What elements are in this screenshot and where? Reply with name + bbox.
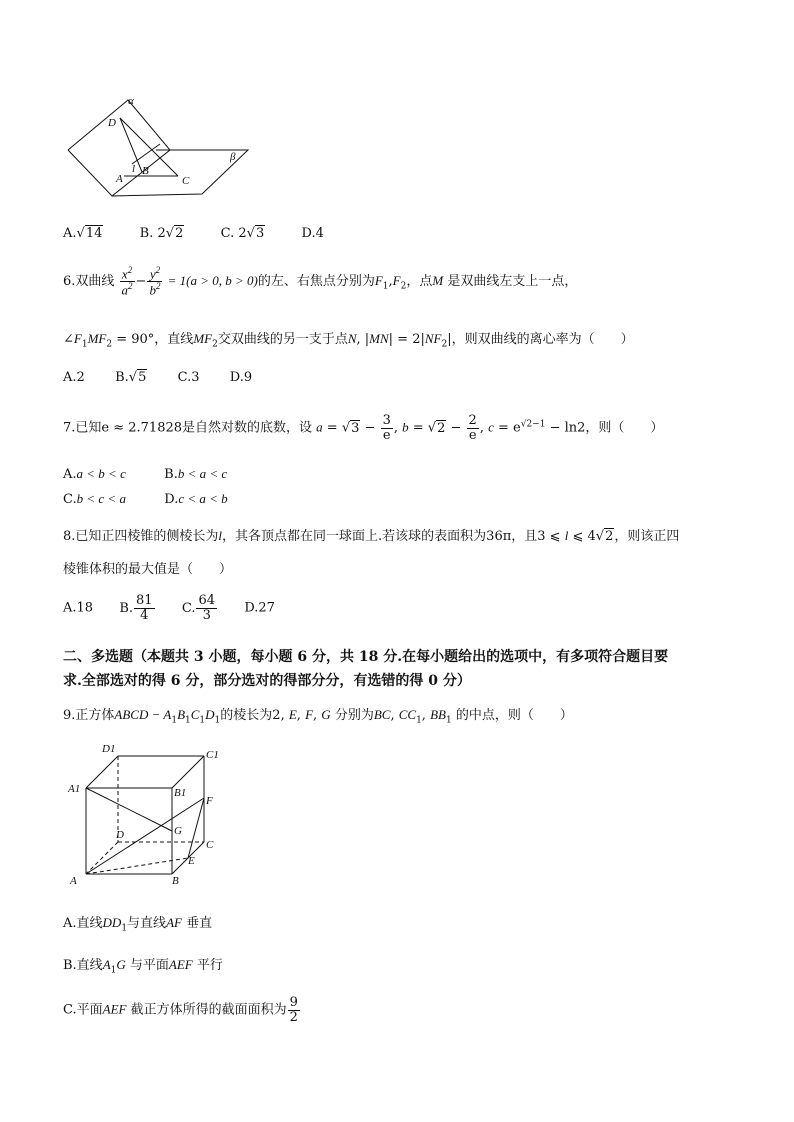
label-a1: A1: [68, 783, 81, 795]
q7-stem: 7.已知e ≈ 2.71828是自然对数的底数，设 a = √3 − $\frac{3}{e}$ , b = √2 − $\frac{2}{e}$ , $c = e^{√2-1} - \ln 2$，则（ ）: [63, 413, 664, 443]
q7-option-d: D.c < a < b: [164, 491, 228, 507]
label-f: F: [206, 795, 213, 807]
label-d: D: [116, 829, 124, 841]
triangle-lines: [120, 118, 178, 176]
q7-option-a: A.a < b < c: [63, 466, 126, 482]
label-c1: C1: [206, 749, 219, 761]
label-e: E: [188, 855, 195, 867]
q9-option-a: A.直线$DD_1$与直线AF 垂直: [63, 915, 213, 934]
q8-option-d: D.27: [244, 600, 275, 616]
q8-option-c: C. $\frac{64}{3}$: [181, 593, 216, 623]
label-A: A: [116, 173, 123, 185]
label-D: D: [108, 117, 116, 129]
label-a: A: [70, 875, 77, 887]
q7-options-row2: [63, 491, 228, 507]
q9-stem: 9.正方体ABCD − $A_1B_1C_1D_1$的棱长为2, E, F, G 分别为BC, $CC_1$, $BB_1$ 的中点，则（ ）: [63, 707, 573, 726]
q7-option-c: C.b < c < a: [63, 491, 126, 507]
q6-option-a: A.2: [63, 370, 85, 385]
q9-option-c: C.平面AEF 截正方体所得的截面面积为 $\frac{9}{2}$: [63, 995, 298, 1025]
label-alpha: α: [128, 95, 134, 107]
q5-option-c: C. 2√3: [220, 226, 265, 241]
q5-option-d: D.4: [301, 226, 324, 241]
label-c: C: [206, 839, 214, 851]
label-l: l: [132, 163, 136, 175]
section2-header-line1: 二、多选题（本题共 3 小题，每小题 6 分，共 18 分.在每小题给出的选项中，有多项符合题目要: [63, 649, 669, 665]
q8-stem-line1: 8.已知正四棱锥的侧棱长为l，其各顶点都在同一球面上.若该球的表面积为36π，且3 ⩽ l ⩽ 4√2，则该正四: [63, 528, 680, 544]
q6-stem-line2: $\angle F_1MF_2 = 90^\circ$，直线$MF_2$交双曲线的另一支于点N, $|MN| = 2|NF_2|$，则双曲线的离心率为（ ）: [63, 331, 634, 350]
q8-option-a: A.18: [63, 600, 94, 616]
q9-option-b: B.直线$A_1G$ 与平面AEF 平行: [63, 957, 223, 976]
q5-figure: [60, 92, 260, 200]
q9-cube-figure: [62, 738, 232, 890]
q8-option-b: B. $\frac{81}{4}$: [119, 593, 153, 623]
label-B: B: [142, 165, 149, 177]
q8-stem-line2: 棱锥体积的最大值是（ ）: [63, 562, 233, 577]
label-b: B: [172, 875, 179, 887]
q7-option-b: B.b < a < c: [164, 466, 228, 482]
q5-option-b: B. 2√2: [139, 226, 184, 241]
label-b1: B1: [174, 787, 187, 799]
section2-header-line2: 求.全部选对的得 6 分，部分选对的得部分分，有选错的得 0 分）: [63, 673, 471, 689]
q5-options: [63, 226, 324, 241]
label-d1: D1: [102, 743, 116, 755]
label-C: C: [182, 175, 190, 187]
q6-option-d: D.9: [229, 370, 253, 385]
q6-stem-line1: 6.双曲线 $\frac{x^2}{a^2}$ − $\frac{y^2}{b^2}$ = 1(a > 0, b > 0)的左、右焦点分别为$F_1,F_2$，点M 是双曲线左支上一点，: [63, 265, 578, 298]
q6-option-b: B.√5: [115, 370, 147, 385]
q6-option-c: C.3: [177, 370, 200, 385]
q7-options-row1: [63, 466, 227, 482]
q6-options: [63, 370, 252, 385]
label-g: G: [174, 825, 182, 837]
q5-option-a: A.√14: [63, 226, 103, 241]
label-beta: β: [230, 151, 236, 163]
q8-options: [63, 594, 275, 622]
